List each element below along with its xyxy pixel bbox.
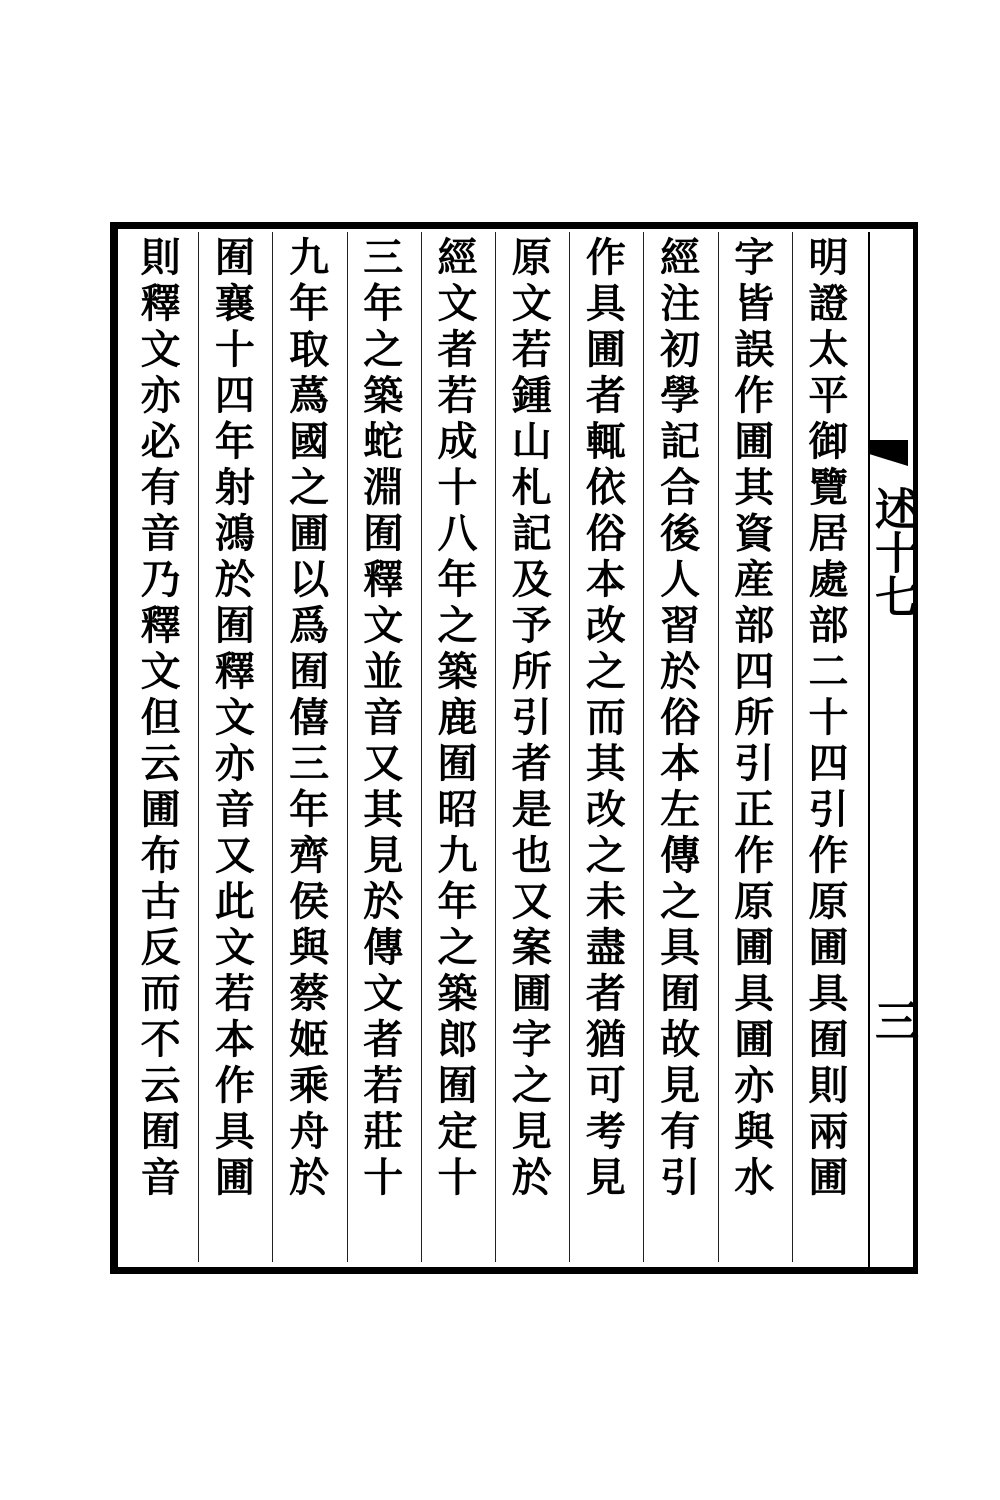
text-column-10: 則釋文亦必有音乃釋文但云圃布古反而不云囿音 [134, 236, 182, 1202]
text-column-9: 囿襄十四年射鴻於囿釋文亦音又此文若本作具圃 [198, 232, 272, 1262]
text-column-4: 作具圃者輒依俗本改之而其改之未盡者猶可考見 [569, 232, 643, 1262]
text-column-3: 經注初學記合後人習於俗本左傳之具囿故見有引 [643, 232, 717, 1262]
margin-page-number: 三 [867, 998, 918, 1042]
text-column-5: 原文若鍾山札記及予所引者是也又案圃字之見於 [495, 232, 569, 1262]
text-column-1: 明證太平御覽居處部二十四引作原圃具囿則兩圃 [792, 232, 866, 1262]
text-columns [124, 232, 866, 1262]
text-column-6: 經文者若成十八年之築鹿囿昭九年之築郎囿定十 [421, 232, 495, 1262]
text-column-2: 字皆誤作圃其資産部四所引正作原圃具圃亦與水 [718, 232, 792, 1262]
text-column-7: 三年之築蛇淵囿釋文並音又其見於傳文者若莊十 [347, 232, 421, 1262]
block-heart-margin [867, 232, 918, 1272]
margin-title: 述十七 [867, 486, 918, 618]
text-column-8: 九年取蔿國之圃以爲囿僖三年齊侯與蔡姬乘舟於 [272, 232, 346, 1262]
